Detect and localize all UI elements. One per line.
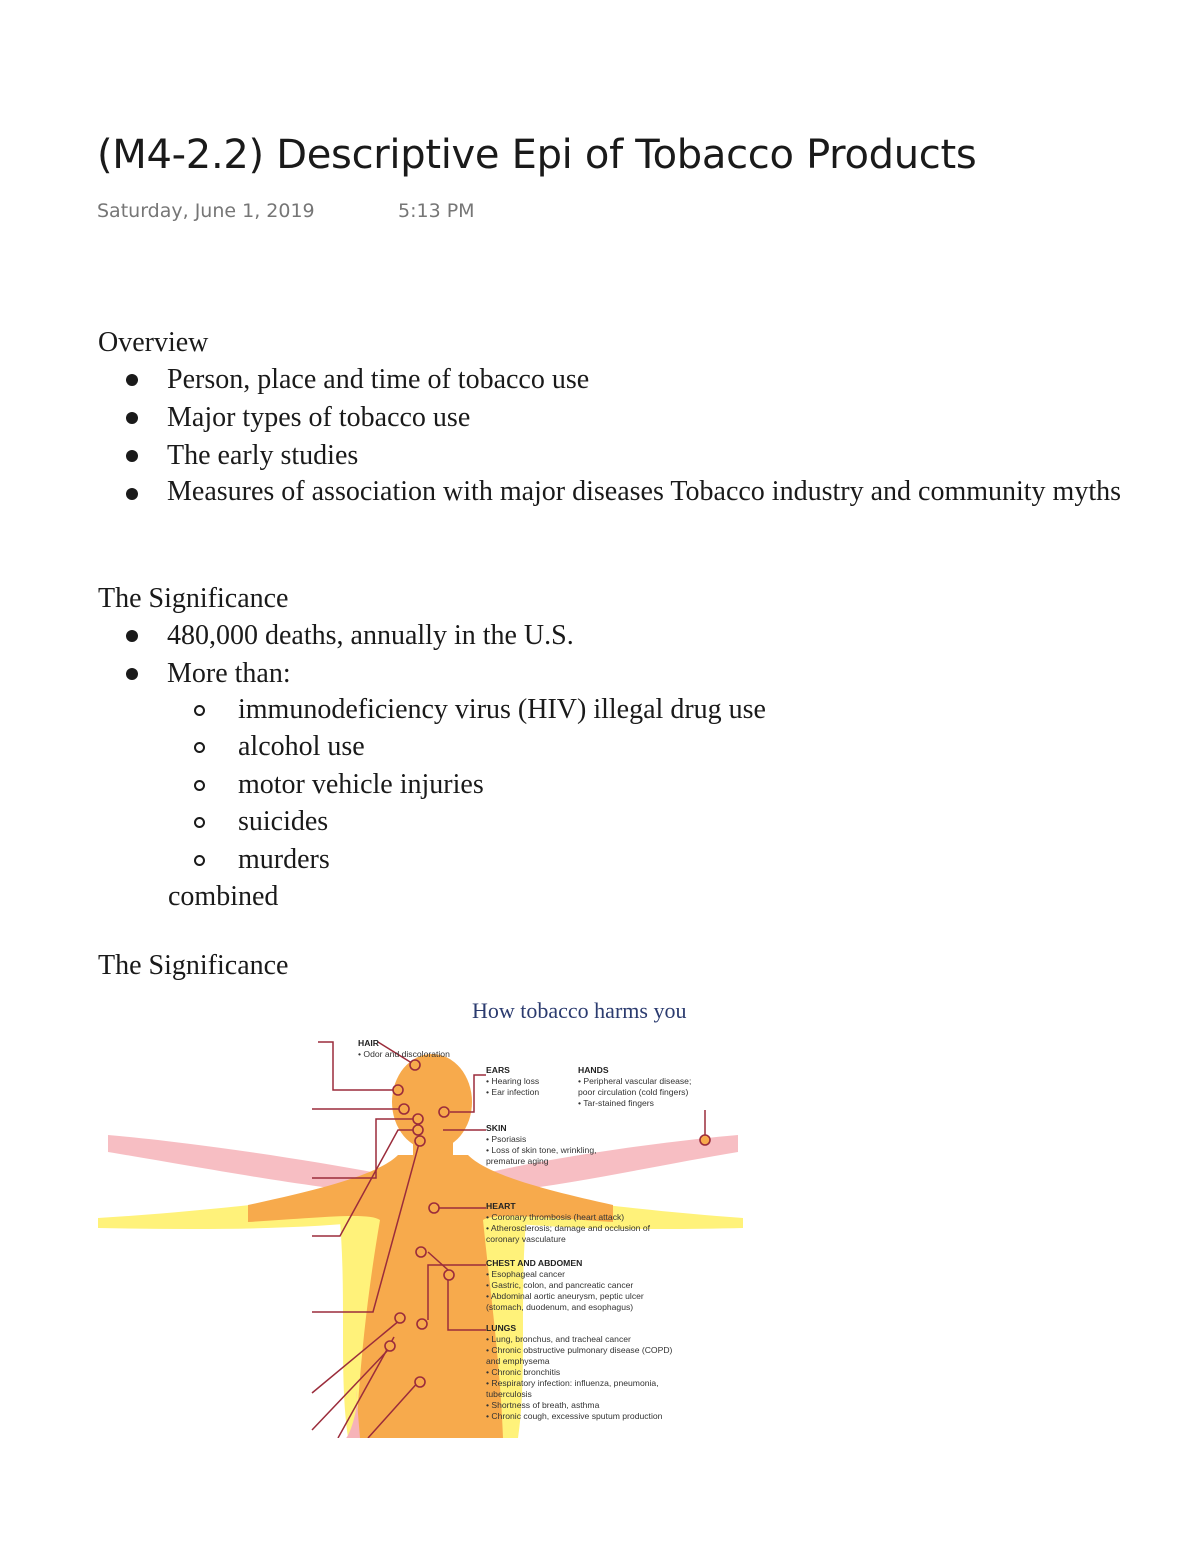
figure-label-line: • Ear infection [486,1087,540,1097]
significance-heading: The Significance [98,583,289,614]
figure-label-line: tuberculosis [486,1389,532,1399]
bullet [126,488,138,500]
figure-label-line: and emphysema [486,1356,550,1366]
significance-subitem: suicides [238,806,329,837]
marker-nose [413,1114,423,1124]
marker-liver [395,1313,405,1323]
sub-bullet [194,742,205,753]
bullet [126,412,138,424]
significance-item: 480,000 deaths, annually in the U.S. [167,620,574,651]
tobacco-harms-figure [98,990,748,1438]
figure-label-line: • Chronic bronchitis [486,1367,561,1377]
overview-item: Person, place and time of tobacco use [167,364,590,395]
marker-abdomen [417,1319,427,1329]
figure-label-head: LUNGS [486,1323,517,1333]
marker-heart [429,1203,439,1213]
marker-bladder [415,1377,425,1387]
page-date: Saturday, June 1, 2019 [97,200,315,222]
marker-mouth [415,1136,425,1146]
sub-bullet [194,780,205,791]
marker-eyes [399,1104,409,1114]
significance-item: More than: [167,658,291,689]
figure-label-line: poor circulation (cold fingers) [578,1087,689,1097]
marker-brain [393,1085,403,1095]
figure-label-line: • Loss of skin tone, wrinkling, [486,1145,597,1155]
significance-subitem: motor vehicle injuries [238,769,484,800]
figure-label-line: • Shortness of breath, asthma [486,1400,600,1410]
figure-label-block [486,1258,644,1313]
figure-label-block [486,1323,672,1422]
figure-label-block [578,1065,691,1109]
figure-label-line: • Chronic obstructive pulmonary disease (COPD) [486,1345,673,1355]
overview-item: Major types of tobacco use [167,402,471,433]
bullet [126,450,138,462]
significance-subitem: alcohol use [238,731,365,762]
figure-label-block [486,1201,650,1245]
figure-label-line: • Peripheral vascular disease; [578,1076,692,1086]
figure-label-line: coronary vasculature [486,1234,566,1244]
overview-item: The early studies [167,440,359,471]
figure-title: How tobacco harms you [472,998,687,1023]
figure-label-head: CHEST AND ABDOMEN [486,1258,583,1268]
sub-bullet [194,855,205,866]
significance-subitem: immunodeficiency virus (HIV) illegal drug use [238,694,766,725]
head [392,1054,472,1150]
page-time: 5:13 PM [398,200,475,222]
marker-chest [444,1270,454,1280]
figure-label-line: • Tar-stained fingers [578,1098,654,1108]
page-title: (M4-2.2) Descriptive Epi of Tobacco Products [97,132,977,178]
overview-item: Measures of association with major diseases Tobacco industry and community myths [167,476,1122,507]
figure-label-head: HAIR [358,1038,380,1048]
figure-label-line: • Odor and discoloration [358,1049,450,1059]
overview-heading: Overview [98,327,209,358]
figure-label-line: (stomach, duodenum, and esophagus) [486,1302,634,1312]
figure-label-block [486,1123,596,1167]
significance-subitem: murders [238,844,330,875]
figure-label-line: • Gastric, colon, and pancreatic cancer [486,1280,634,1290]
bullet [126,374,138,386]
figure-label-line: • Atherosclerosis; damage and occlusion of [486,1223,650,1233]
figure-label-line: • Abdominal aortic aneurysm, peptic ulcer [486,1291,644,1301]
figure-label-line: • Hearing loss [486,1076,540,1086]
figure-label-line: premature aging [486,1156,549,1166]
bullet [126,630,138,642]
marker-hands [700,1135,710,1145]
figure-label-line: • Esophageal cancer [486,1269,565,1279]
figure-label-head: EARS [486,1065,510,1075]
sub-bullet [194,817,205,828]
figure-label-head: HEART [486,1201,516,1211]
sub-bullet [194,705,205,716]
figure-label-line: • Respiratory infection: influenza, pneumonia, [486,1378,659,1388]
figure-label-head: HANDS [578,1065,609,1075]
marker-lungs [416,1247,426,1257]
significance2-heading: The Significance [98,950,289,981]
figure-label-line: • Chronic cough, excessive sputum production [486,1411,663,1421]
figure-label-line: • Psoriasis [486,1134,527,1144]
marker-ears [439,1107,449,1117]
marker-hair [410,1060,420,1070]
significance-trailing: combined [168,881,279,912]
marker-kidneys [385,1341,395,1351]
figure-label-block [358,1038,450,1060]
figure-label-line: • Lung, bronchus, and tracheal cancer [486,1334,631,1344]
figure-label-head: SKIN [486,1123,507,1133]
figure-label-line: • Coronary thrombosis (heart attack) [486,1212,625,1222]
bullet [126,668,138,680]
marker-teeth [413,1125,423,1135]
figure-label-block [486,1065,539,1098]
